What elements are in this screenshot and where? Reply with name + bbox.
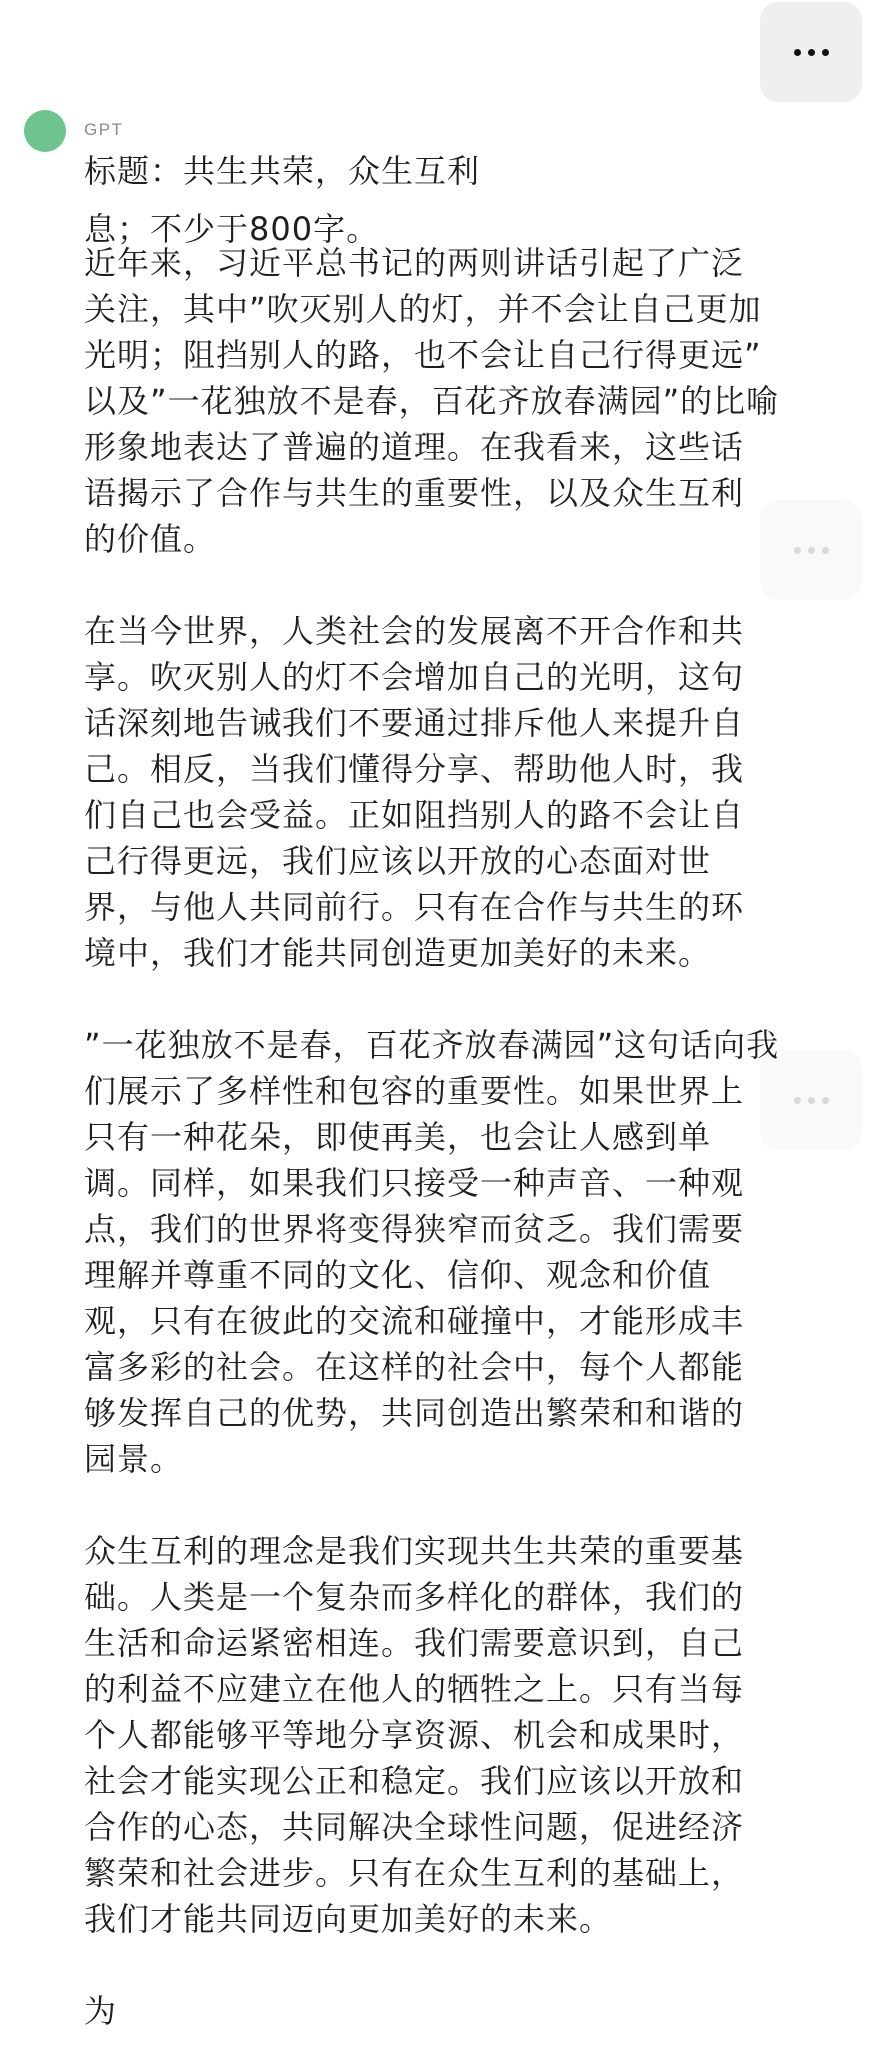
response-paragraph-4: 众生互利的理念是我们实现共生共荣的重要基 础。人类是一个复杂而多样化的群体，我们的 生活和命运紧密相连。我们需要意识到，自己 的利益不应建立在他人的牺牲之上。只有当每 个人都能够平等地分享资源、机会和成果时， 社会才能实现公正和稳定。我们应该以开放和 合作的心态，共同解决全球性问题，促进经济 繁荣和社会进步。只有在众生互利的基础上， 我们才能共同迈向更加美好的未来。 (84, 1532, 745, 1938)
response-title: 标题：共生共荣，众生互利 (84, 152, 481, 190)
response-paragraph-1: 近年来，习近平总书记的两则讲话引起了广泛 关注，其中”吹灭别人的灯，并不会让自己更加 光明；阻挡别人的路，也不会让自己行得更远” 以及”一花独放不是春，百花齐放春满园”的比喻 形象地表达了普遍的道理。在我看来，这些话 语揭示了合作与共生的重要性，以及众生互利 的价值。 (84, 244, 780, 558)
previous-message-line: 息；不少于800字。 (84, 210, 380, 248)
assistant-avatar (24, 110, 66, 152)
response-paragraph-3: ”一花独放不是春，百花齐放春满园”这句话向我 们展示了多样性和包容的重要性。如果世界上 只有一种花朵，即使再美，也会让人感到单 调。同样，如果我们只接受一种声音、一种观 点，我们的世界将变得狭窄而贫乏。我们需要 理解并尊重不同的文化、信仰、观念和价值 观，只有在彼此的交流和碰撞中，才能形成丰 富多彩的社会。在这样的社会中，每个人都能 够发挥自己的优势，共同创造出繁荣和和谐的 园景。 (84, 1026, 780, 1478)
assistant-message (84, 148, 844, 2034)
more-dots-icon (794, 49, 829, 56)
response-paragraph-2: 在当今世界，人类社会的发展离不开合作和共 享。吹灭别人的灯不会增加自己的光明，这句 话深刻地告诫我们不要通过排斥他人来提升自 己。相反，当我们懂得分享、帮助他人时，我 们自己也会受益。正如阻挡别人的路不会让自 己行得更远，我们应该以开放的心态面对世 界，与他人共同前行。只有在合作与共生的环 境中，我们才能共同创造更加美好的未来。 (84, 612, 745, 972)
response-paragraph-5: 为 (84, 1992, 118, 2030)
more-options-button[interactable] (760, 2, 862, 102)
assistant-name: GPT (84, 120, 124, 139)
clipped-line (84, 68, 784, 114)
